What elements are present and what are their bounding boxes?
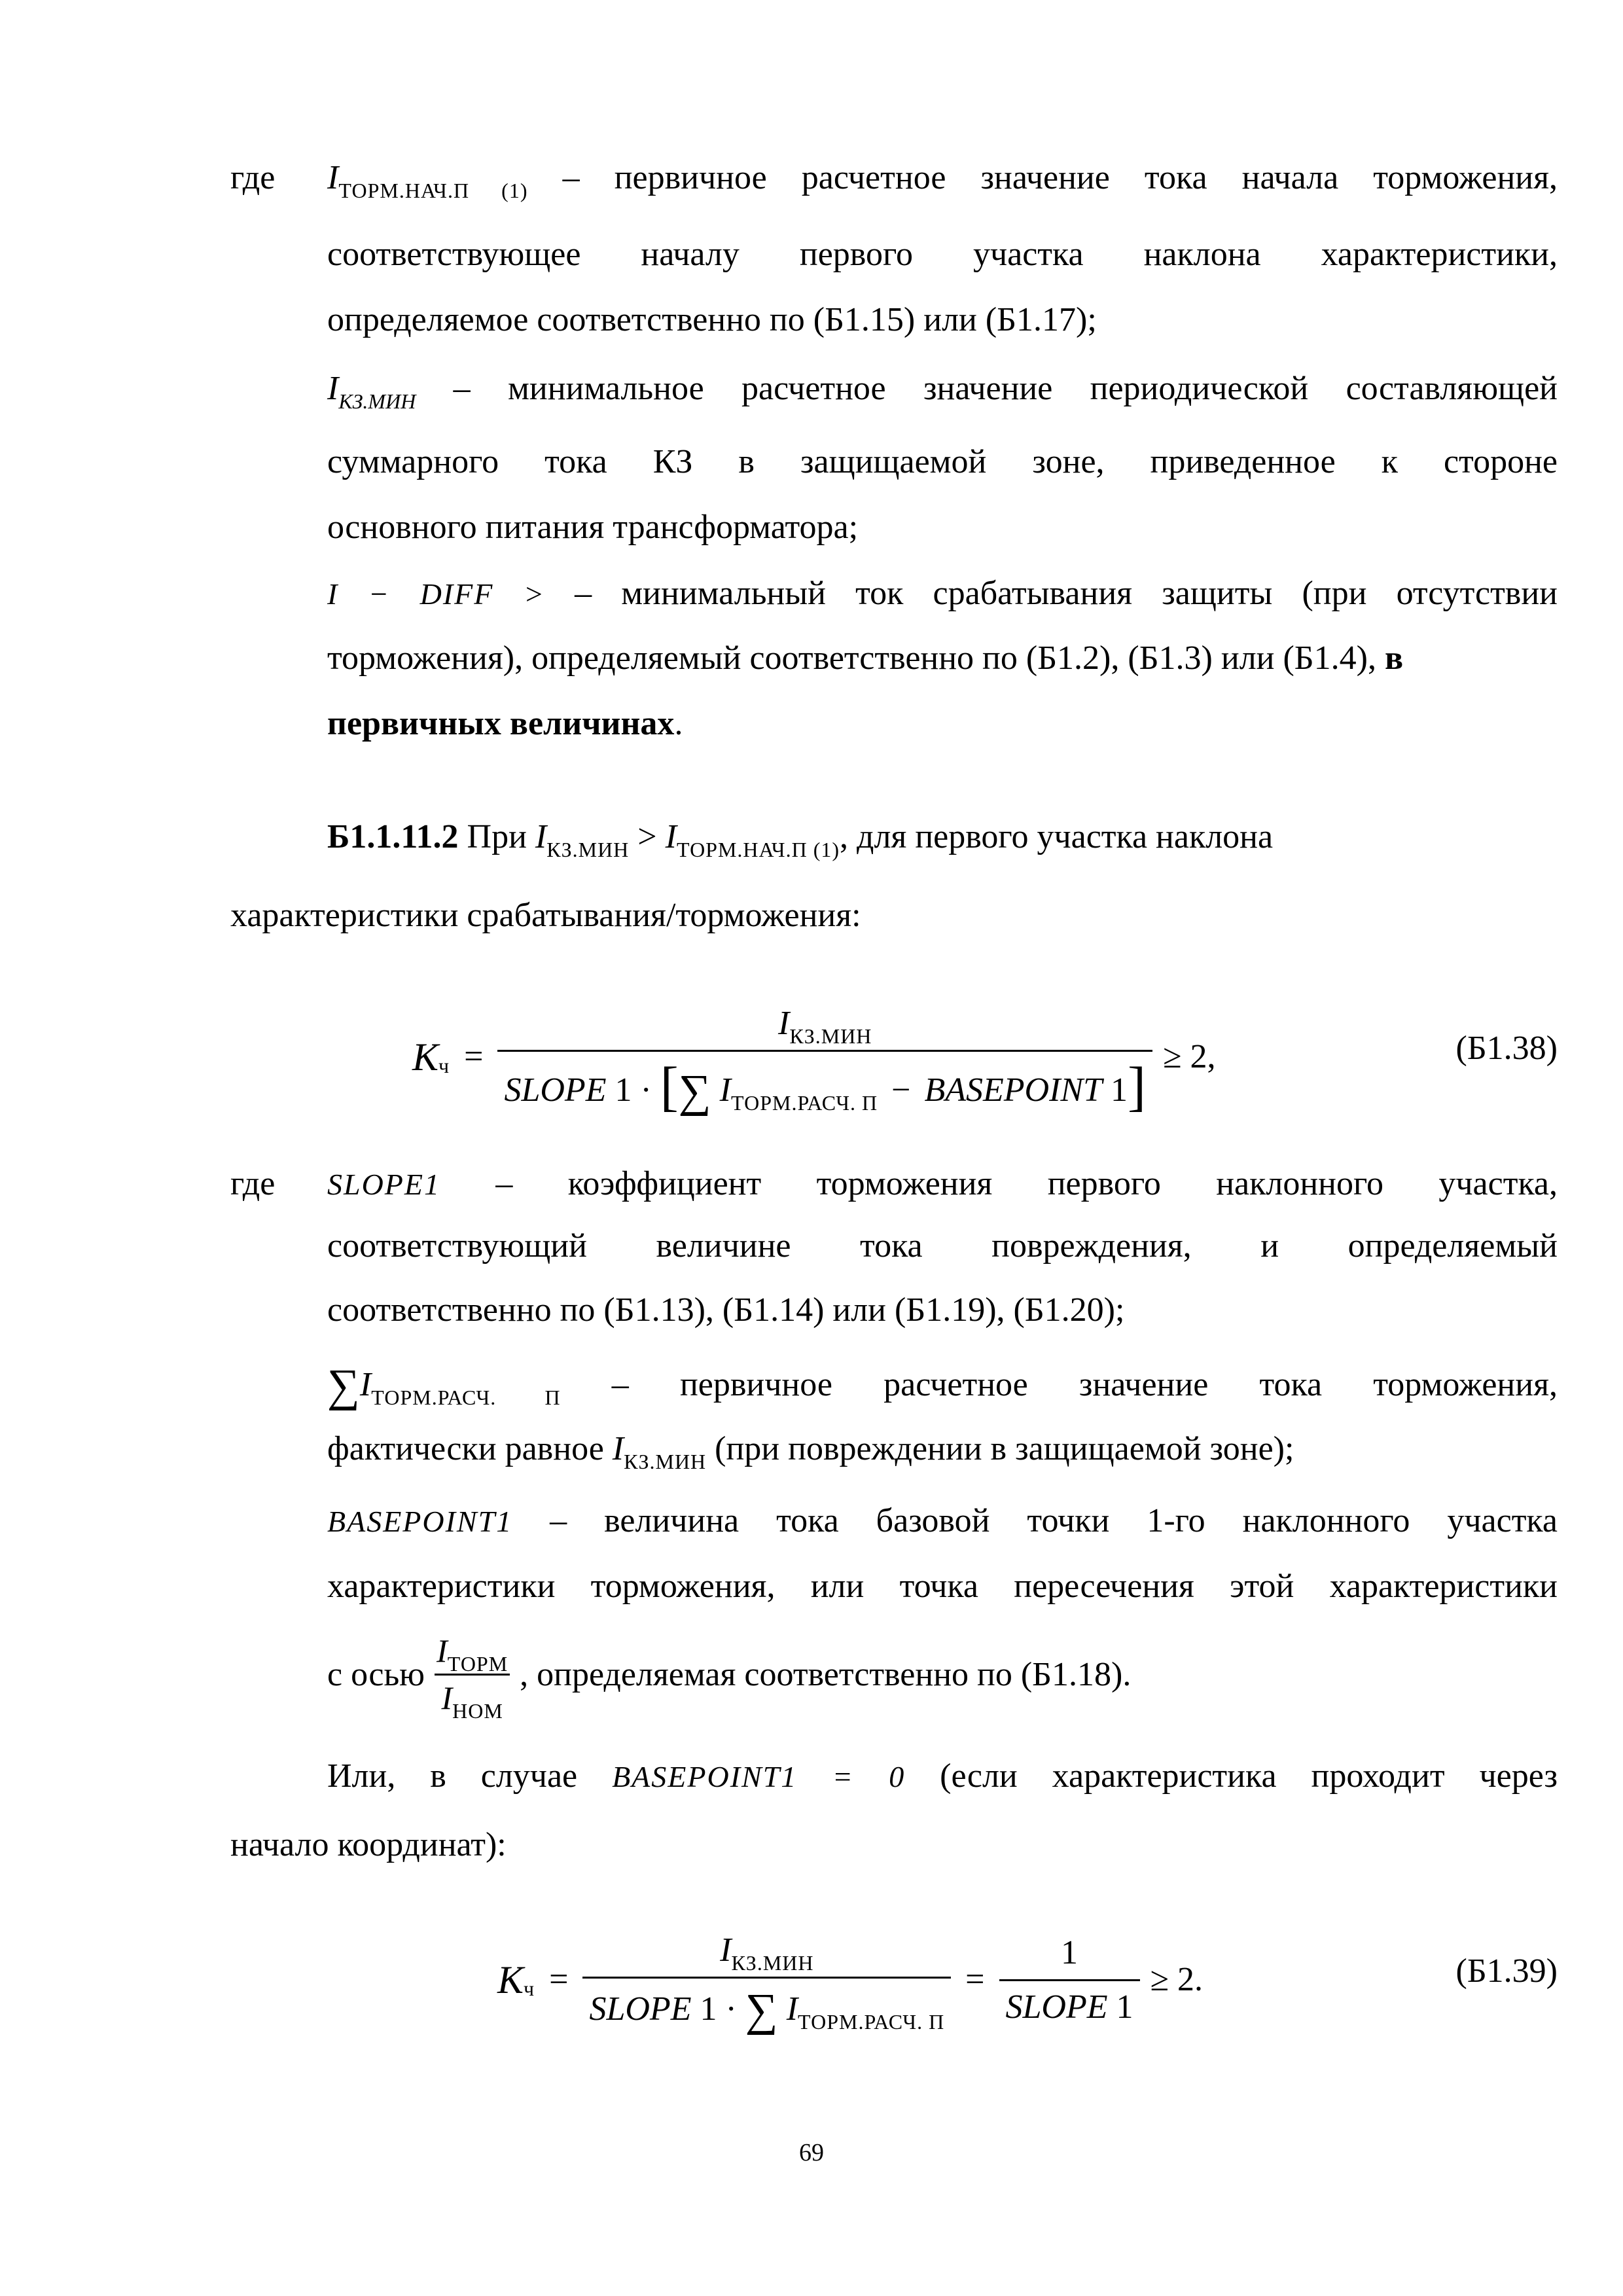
text-line: фактически равное $I_{КЗ.МИН}$ (при повреждении в защищаемой зоне); — [327, 1430, 1294, 1473]
definition-line: $I_{КЗ.МИН}$ – минимальное расчетное значение периодической составляющей — [327, 370, 1558, 413]
text-line: с осью $\frac{I_{ТОРМ}}{I_{НОМ}}$ , определяемая соответственно по (Б1.18). — [327, 1630, 1131, 1719]
text-line: Или, в случае BASEPOINT1 = 0 (если характеристика проходит через — [327, 1757, 1558, 1795]
text-line: определяемое соответственно по (Б1.15) или (Б1.17); — [327, 301, 1097, 338]
definition-line: $\sum I_{ТОРМ.РАСЧ. П}$ – первичное расчетное значение тока торможения, — [327, 1361, 1558, 1411]
text-line: суммарного тока КЗ в защищаемой зоне, приведенное к стороне — [327, 443, 1558, 480]
where-label: где — [230, 1165, 276, 1202]
text-line: основного питания трансформатора; — [327, 509, 859, 546]
fraction: $\frac{I_{КЗ.МИН}}{SLOPE 1 \cdot \sum I_{ТОРМ.РАСЧ. П}}$ — [582, 1928, 951, 2031]
math-symbol: $I_{КЗ.МИН}$ — [612, 1430, 707, 1473]
definition-line: $I_{ТОРМ.НАЧ.П (1)}$ – первичное расчетное значение тока начала торможения, — [327, 159, 1558, 202]
equation-b1-39: K ч = $\frac{I_{КЗ.МИН}}{SLOPE 1 \cdot \sum I_{ТОРМ.РАСЧ. П}}$ = $\frac{1}{\text{SLOPE 1}}$ ≥ 2. — [497, 1918, 1203, 2042]
math-symbol: $I_{КЗ.МИН}$ — [327, 370, 416, 413]
text-line: соответствующее началу первого участка наклона характеристики, — [327, 236, 1558, 273]
math-symbol: BASEPOINT1 — [327, 1505, 513, 1538]
fraction: $\frac{1}{\text{SLOPE 1}}$ — [999, 1931, 1140, 2029]
math-symbol: $\sum I_{ТОРМ.РАСЧ. П}$ — [327, 1361, 561, 1411]
math-symbol: I − DIFF > — [327, 577, 546, 611]
math-symbol: $I_{ТОРМ.НАЧ.П (1)}$ — [327, 159, 528, 202]
text-line: соответствующий величине тока повреждения, и определяемый — [327, 1227, 1558, 1265]
definition-line: I − DIFF > – минимальный ток срабатывания защиты (при отсутствии — [327, 575, 1558, 612]
definition-line: SLOPE1 – коэффициент торможения первого наклонного участка, — [327, 1165, 1558, 1202]
fraction: $I_{КЗ.МИН}$ SLOPE 1 · [∑ $I_{ТОРМ.РАСЧ. П}$ − BASEPOINT 1] — [497, 1001, 1152, 1112]
page-number: 69 — [799, 2139, 824, 2166]
text-line: начало координат): — [230, 1826, 507, 1863]
equation-label: (Б1.38) — [1455, 1030, 1558, 1067]
section-line: Б1.1.11.2 При $I_{КЗ.МИН} > I_{ТОРМ.НАЧ.П (1)}$, для первого участка наклона — [327, 818, 1274, 861]
equation-b1-38: K ч = $I_{КЗ.МИН}$ SLOPE 1 · [∑ $I_{ТОРМ.РАСЧ. П}$ − BASEPOINT 1] ≥ 2, — [412, 995, 1216, 1119]
section-number: Б1.1.11.2 — [327, 818, 459, 855]
text-line: характеристики срабатывания/торможения: — [230, 897, 861, 934]
fraction: $\frac{I_{ТОРМ}}{I_{НОМ}}$ — [430, 1630, 514, 1719]
definition-line: BASEPOINT1 – величина тока базовой точки 1-го наклонного участка — [327, 1502, 1558, 1539]
text-line: характеристики торможения, или точка пересечения этой характеристики — [327, 1568, 1558, 1605]
math-symbol: SLOPE1 — [327, 1168, 440, 1201]
equation-label: (Б1.39) — [1455, 1952, 1558, 1990]
where-label: где — [230, 159, 276, 196]
text-line: торможения), определяемый соответственно по (Б1.2), (Б1.3) или (Б1.4), в — [327, 639, 1404, 677]
text-line: соответственно по (Б1.13), (Б1.14) или (Б1.19), (Б1.20); — [327, 1291, 1125, 1329]
math-symbol: $I_{КЗ.МИН}$ — [535, 818, 630, 861]
math-symbol: $I_{ТОРМ.НАЧ.П (1)}$ — [665, 818, 840, 861]
math-symbol: BASEPOINT1 = 0 — [612, 1760, 906, 1793]
text-line: первичных величинах. — [327, 705, 683, 742]
